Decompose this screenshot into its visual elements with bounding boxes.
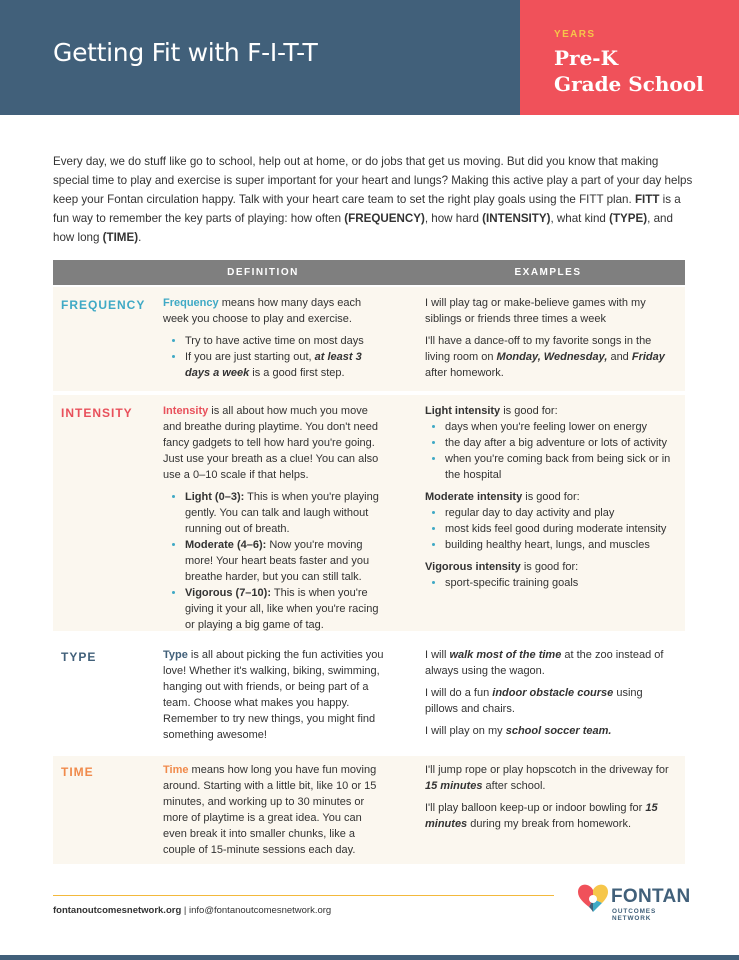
type-term: TYPE xyxy=(61,650,97,664)
intensity-examples: Light intensity is good for: • days when you're feeling lower on energy • the day after a big adventure or lots of activity • when you're coming back from being sick or in the hospital Moderate intensity is good for: • regular day to day activity and play • most kids feel good during moderate intensity • building healthy heart, lungs, and muscles Vigorous intensity is good for: • sport-specific training goals xyxy=(425,403,675,597)
bottom-bar xyxy=(0,955,739,960)
type-row xyxy=(53,640,685,750)
list-item: • Light (0–3): This is when you're playing gently. You can talk and laugh without running out of breath. xyxy=(185,489,388,537)
definition-column-header: DEFINITION xyxy=(227,267,299,278)
list-item: • days when you're feeling lower on energy xyxy=(445,419,675,435)
title-banner xyxy=(0,0,520,115)
grade-line-prek: Pre-K xyxy=(554,46,618,70)
grade-line-grade-school: Grade School xyxy=(554,72,704,96)
frequency-definition: Frequency means how many days each week you choose to play and exercise. • Try to have active time on most days • If you are just starting out, at least 3 days a week is a good first step. xyxy=(163,295,388,387)
table-header xyxy=(53,260,685,285)
examples-column-header: EXAMPLES xyxy=(514,267,582,278)
list-item: • sport-specific training goals xyxy=(445,575,675,591)
time-definition: Time means how long you have fun moving around. Starting with a little bit, like 10 or 15 minutes, and working up to 30 minutes or more of playtime is a great idea. You can even break it into smaller chunks, like a couple of 15-minute sessions each day. xyxy=(163,764,377,856)
years-label: YEARS xyxy=(554,29,596,40)
logo-subtitle: OUTCOMES NETWORK xyxy=(612,908,657,922)
page-title: Getting Fit with F-I-T-T xyxy=(53,38,318,67)
frequency-examples: I will play tag or make-believe games with my siblings or friends three times a week I'll have a dance-off to my favorite songs in the living room on Monday, Wednesday, and Friday after homework. xyxy=(425,297,665,379)
page-header xyxy=(0,0,739,115)
type-examples: I will walk most of the time at the zoo instead of always using the wagon. I will do a fun indoor obstacle course using pillows and chairs. I will play on my school soccer team. xyxy=(425,649,664,737)
type-definition: Type is all about picking the fun activities you love! Whether it's walking, biking, swimming, hanging out with friends, or being part of a team. Choose what makes you happy. Remember to try new things, you might find something awesome! xyxy=(163,649,384,741)
intro-paragraph: Every day, we do stuff like go to school, help out at home, or do jobs that get us moving. But did you know that making special time to play and exercise is super important for your heart and lungs? Making this active play a part of your day helps keep your Fontan circulation happy. Talk with your heart care team to set the right play goals using the FITT plan. FITT is a fun way to remember the key parts of playing: how often (FREQUENCY), how hard (INTENSITY), what kind (TYPE), and how long (TIME). xyxy=(53,155,693,244)
heart-logo-icon xyxy=(576,882,610,918)
website-link[interactable]: fontanoutcomesnetwork.org xyxy=(53,905,182,916)
frequency-term: FREQUENCY xyxy=(61,298,146,312)
list-item: • when you're coming back from being sick or in the hospital xyxy=(445,451,675,483)
list-item: • building healthy heart, lungs, and muscles xyxy=(445,537,675,553)
time-examples: I'll jump rope or play hopscotch in the driveway for 15 minutes after school. I'll play balloon keep-up or indoor bowling for 15 minutes during my break from homework. xyxy=(425,764,669,830)
intensity-term: INTENSITY xyxy=(61,406,133,420)
list-item: • the day after a big adventure or lots of activity xyxy=(445,435,675,451)
logo-name: FONTAN xyxy=(611,886,691,907)
list-item: • regular day to day activity and play xyxy=(445,505,675,521)
time-term: TIME xyxy=(61,765,94,779)
intensity-row xyxy=(53,395,685,631)
list-item: • Vigorous (7–10): This is when you're giving it your all, like when you're racing or playing a big game of tag. xyxy=(185,585,388,633)
list-item: • most kids feel good during moderate intensity xyxy=(445,521,675,537)
footer-divider xyxy=(53,895,554,896)
footer-contact: fontanoutcomesnetwork.org | info@fontanoutcomesnetwork.org xyxy=(53,905,332,916)
intensity-definition: Intensity is all about how much you move and breathe during playtime. You don't need fancy gadgets to tell how hard you're going. Just use your breath as a clue! You can also use a 0–10 scale if that helps. • Light (0–3): This is when you're playing gently. You can talk and laugh without running out of breath. • Moderate (4–6): Now you're moving more! Your heart beats faster and you breathe harder, but you can still talk. • Vigorous (7–10): This is when you're giving it your all, like when you're racing or playing a big game of tag. xyxy=(163,403,388,639)
list-item: • Moderate (4–6): Now you're moving more! Your heart beats faster and you breathe harder, but you can still talk. xyxy=(185,537,388,585)
age-banner xyxy=(520,0,739,115)
list-item: • If you are just starting out, at least 3 days a week is a good first step. xyxy=(185,349,388,381)
fontan-logo xyxy=(576,882,696,922)
frequency-row xyxy=(53,287,685,391)
time-row xyxy=(53,756,685,864)
list-item: • Try to have active time on most days xyxy=(185,333,388,349)
email-link[interactable]: info@fontanoutcomesnetwork.org xyxy=(189,905,332,916)
